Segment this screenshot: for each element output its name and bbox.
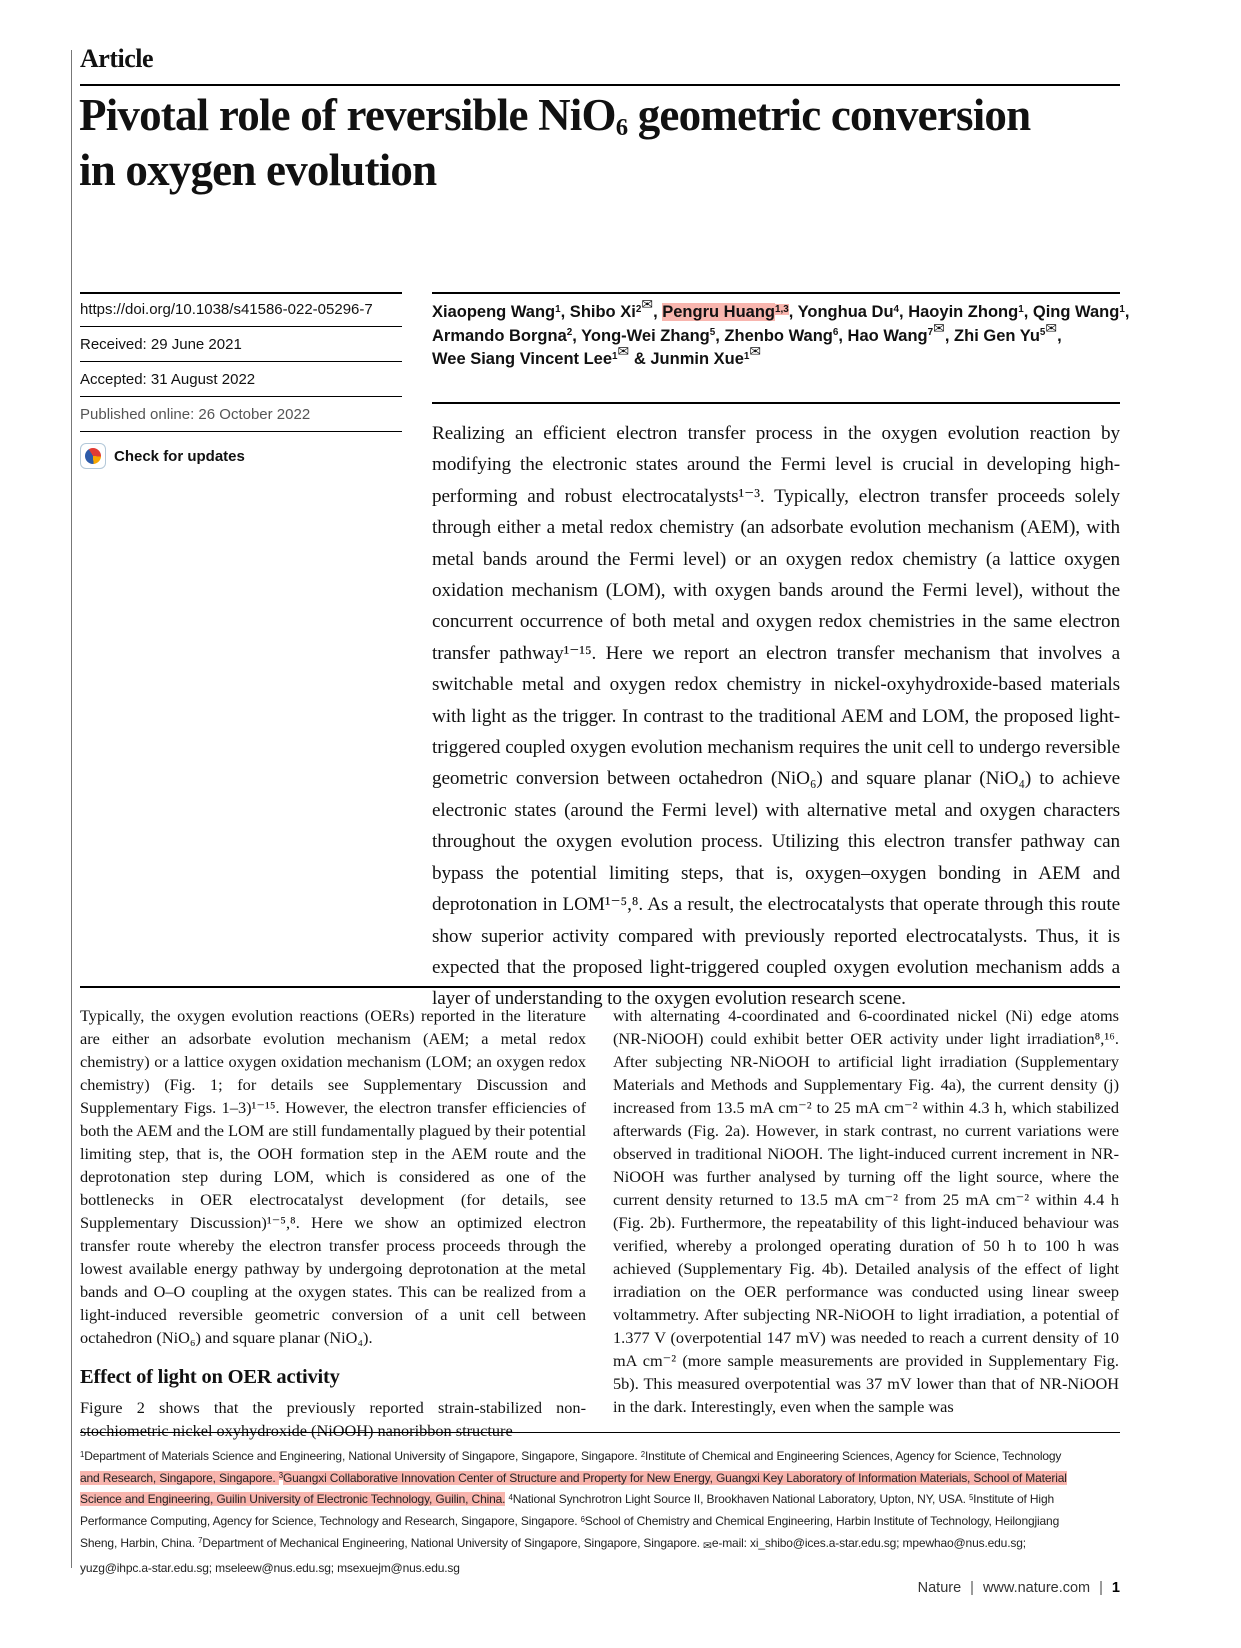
footnote-line-emails-1[interactable]: Sheng, Harbin, China. $^7$Department of Mechanical Engineering, National University of Singapore, Singapore, Singapore. ✉e-mail: xi_shibo@ices.a-star.edu.sg; mpewhao@nus.edu.sg;: [80, 1535, 1026, 1552]
column-left: [80, 1004, 586, 1442]
author-line-3: Wee Siang Vincent Lee$^{1✉}$ & Junmin Xue$^{1✉}$: [432, 343, 762, 368]
footnote-line-4: Performance Computing, Agency for Science, Technology and Research, Singapore, Singapore. $^6$School of Chemistry and Chemical Engineering, Harbin Institute of Technology, Heilongjiang: [80, 1514, 1060, 1529]
footer-url[interactable]: www.nature.com: [982, 1580, 1091, 1596]
footnote-line-3-highlighted: Science and Engineering, Guilin University of Electronic Technology, Guilin, China. $^4$National Synchrotron Light Source II, Brookhaven National Laboratory, Upton, NY, USA. $^5$Institute of High: [80, 1492, 1054, 1507]
footnotes-block: [80, 1432, 1120, 1579]
metadata-table: [80, 292, 402, 469]
section-heading: Effect of light on OER activity: [80, 1366, 340, 1388]
accepted-date: Accepted: 31 August 2022: [80, 362, 402, 397]
footer-separator: |: [970, 1580, 974, 1596]
published-date: Published online: 26 October 2022: [80, 397, 402, 432]
check-for-updates-label: Check for updates: [114, 447, 245, 465]
author-line-2: Armando Borgna$^2$, Yong-Wei Zhang$^5$, Zhenbo Wang$^6$, Hao Wang$^{7✉}$, Zhi Gen $Yu^{5✉}$,: [432, 319, 1062, 345]
footer-journal: Nature: [917, 1580, 962, 1596]
column-right: [613, 1004, 1119, 1442]
footer-separator: |: [1099, 1580, 1103, 1596]
header-divider: [80, 84, 1120, 86]
left-margin-rule: [71, 50, 72, 1568]
abstract: Realizing an efficient electron transfer process in the oxygen evolution reaction by modifying the electronic states around the Fermi level is crucial in developing high-performing and robust electrocatalysts¹⁻³. Typically, electron transfer proceeds solely through either a metal redox chemistry (an adsorbate evolution mechanism (AEM), with metal bands around the Fermi level) or an oxygen redox chemistry (a lattice oxygen oxidation mechanism (LOM), with oxygen bands around the Fermi level), without the concurrent occurrence of both metal and oxygen redox chemistries in the same electron transfer pathway¹⁻¹⁵. Here we report an electron transfer mechanism that involves a switchable metal and oxygen redox chemistry in nickel-oxyhydroxide-based materials with light as the trigger. In contrast to the traditional AEM and LOM, the proposed light-triggered coupled oxygen evolution mechanism requires the unit cell to undergo reversible geometric conversion between octahedron (NiO₆) and square planar (NiO₄) to achieve electronic states (around the Fermi level) with alternative metal and oxygen characters throughout the oxygen evolution process. Utilizing this electron transfer pathway can bypass the potential limiting steps, that is, oxygen–oxygen bonding in AEM and deprotonation in LOM¹⁻⁵,⁸. As a result, the electrocatalysts that operate through this route show superior activity compared with previously reported electrocatalysts. Thus, it is expected that the proposed light-triggered coupled oxygen evolution mechanism adds a layer of understanding to the oxygen evolution research scene.: [432, 402, 1120, 1015]
author-line-1: Xiaopeng Wang$^1$, Shibo $Xi^{2✉}$, Pengru Huang$^{1,3}$, Yonghua Du$^4$, Haoyin Zhong$^1$, Qing Wang$^1$,: [432, 296, 1130, 321]
body-columns: [80, 986, 1120, 1442]
body-paragraph-1: Typically, the oxygen evolution reactions (OERs) reported in the literature are either an adsorbate evolution mechanism (AEM; a metal redox chemistry) or a lattice oxygen oxidation mechanism (LOM; an oxygen redox chemistry) (Fig. 1; for details see Supplementary Discussion and Supplementary Figs. 1–3)¹⁻¹⁵. However, the electron transfer efficiencies of both the AEM and the LOM are still fundamentally plagued by their potential limiting step, that is, the OOH formation step in the AEM route and the deprotonation step during LOM, which is considered as one of the bottlenecks in OER electrocatalyst development (for details, see Supplementary Discussion)¹⁻⁵,⁸. Here we show an optimized electron transfer route whereby the electron transfer process proceeds through the lowest available energy pathway by undergoing deprotonation at the metal bands and O–O coupling at the oxygen states. This can be realized from a light-induced reversible geometric conversion of a unit cell between octahedron (NiO₆) and square planar (NiO₄).: [80, 1006, 586, 1347]
page-title: Pivotal role of reversible NiO$_6$ geometric conversion in oxygen evolution: [79, 90, 1031, 195]
authors-top-divider: [432, 292, 1120, 294]
doi-link[interactable]: https://doi.org/10.1038/s41586-022-05296-7: [80, 292, 402, 327]
body-paragraph-3: with alternating 4-coordinated and 6-coordinated nickel (Ni) edge atoms (NR-NiOOH) could exhibit better OER activity under light irradiation⁸,¹⁶. After subjecting NR-NiOOH to artificial light irradiation (Supplementary Materials and Methods and Supplementary Fig. 4a), the current density (j) increased from 13.5 mA cm⁻² to 25 mA cm⁻² within 4.3 h, which stabilized afterwards (Fig. 2a). However, in stark contrast, no current variations were observed in traditional NiOOH. The light-induced current increment in NR-NiOOH was further analysed by turning off the light source, where the current density returned to 13.5 mA cm⁻² from 25 mA cm⁻² within 4.4 h (Fig. 2b). Furthermore, the repeatability of this light-induced behaviour was verified, whereby a prolonged operating duration of 50 h to 100 h was achieved (Supplementary Fig. 4b). Detailed analysis of the effect of light irradiation on the OER performance was conducted using linear sweep voltammetry. After subjecting NR-NiOOH to light irradiation, a potential of 1.377 V (overpotential 147 mV) was needed to reach a current density of 10 mA cm⁻² (more sample measurements are provided in Supplementary Fig. 5b). This measured overpotential was 37 mV lower than that of NR-NiOOH in the dark. Interestingly, even when the sample was: [613, 1006, 1119, 1416]
footnote-line-1: $^1$Department of Materials Science and Engineering, National University of Singapore, Singapore, Singapore. $^2$Institute of Chemical and Engineering Sciences, Agency for Science, Technology: [80, 1449, 1062, 1463]
footer-page-number: 1: [1111, 1580, 1120, 1596]
page-footer: [80, 1580, 1120, 1596]
authors-block: [432, 296, 1132, 372]
received-date: Received: 29 June 2021: [80, 327, 402, 362]
article-label: Article: [80, 44, 154, 73]
footnote-line-emails-2[interactable]: yuzg@ihpc.a-star.edu.sg; mseleew@nus.edu.sg; msexuejm@nus.edu.sg: [80, 1560, 460, 1575]
footnote-line-2-highlighted: and Research, Singapore, Singapore. $^3$Guangxi Collaborative Innovation Center of Structure and Property for New Energy, Guangxi Key Laboratory of Information Materials, School of Material: [80, 1470, 1067, 1485]
crossmark-icon: [80, 443, 106, 469]
check-for-updates-button[interactable]: [80, 443, 402, 469]
body-paragraph-2: Figure 2 shows that the previously reported strain-stabilized non-stochiometric nickel oxyhydroxide (NiOOH) nanoribbon structure: [80, 1398, 586, 1440]
